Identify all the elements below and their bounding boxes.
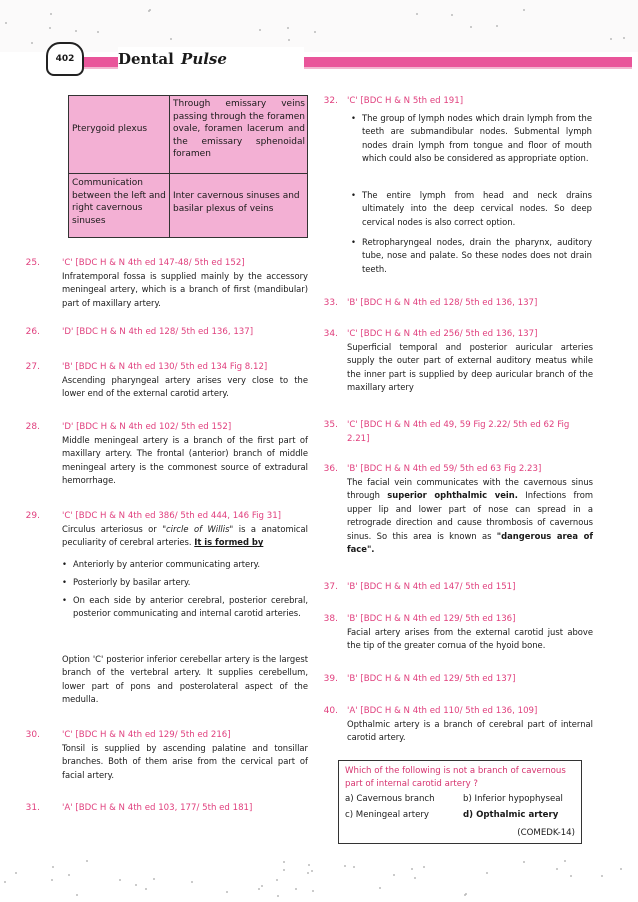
speck xyxy=(423,866,425,868)
speck xyxy=(610,38,612,40)
speck xyxy=(379,887,381,889)
answer-number: 28. xyxy=(25,422,40,432)
answer-number: 31. xyxy=(25,803,40,813)
answer-number: 27. xyxy=(25,362,40,372)
speck xyxy=(119,879,121,881)
speck xyxy=(49,27,51,29)
explanation-text: The facial vein communicates with the cavernous sinus through superior ophthalmic vein. Infections from upper lip and lower part of nose can spread in a retrograde direction and cause thrombosis of cavernous sinus. So this area is known as "dangerous area of face". xyxy=(347,477,593,555)
option-c: c) Meningeal artery xyxy=(345,810,429,820)
speck xyxy=(411,868,413,870)
answer-number: 33. xyxy=(323,298,338,308)
question-box xyxy=(338,760,582,844)
speck xyxy=(295,888,297,890)
answer-number: 29. xyxy=(25,511,40,521)
speck xyxy=(76,894,78,896)
speck xyxy=(416,13,418,15)
page-number: 402 xyxy=(55,54,75,64)
answer-ref: 'B' [BDC H & N 4th ed 128/ 5th ed 136, 137] xyxy=(347,298,538,308)
speck xyxy=(601,875,603,877)
speck xyxy=(314,31,316,33)
brand-italic: Pulse xyxy=(181,50,227,68)
speck xyxy=(191,881,193,883)
speck xyxy=(307,872,309,874)
speck xyxy=(496,25,498,27)
explanation-text: Circulus arteriosus or "circle of Willis" is a anatomical peculiarity of cerebral arteries. It is formed by xyxy=(62,524,308,548)
speck xyxy=(276,879,278,881)
answer-number: 26. xyxy=(25,327,40,337)
speck xyxy=(52,866,54,868)
option-a: a) Cavernous branch xyxy=(345,794,435,804)
answer-ref: 'B' [BDC H & N 4th ed 130/ 5th ed 134 Fig 8.12] xyxy=(62,362,268,372)
speck xyxy=(97,31,99,33)
answer-number: 34. xyxy=(323,329,338,339)
speck xyxy=(465,893,467,895)
speck xyxy=(4,881,6,883)
speck xyxy=(283,869,285,871)
list-item: • The entire lymph from head and neck drains ultimately into the deep cervical nodes. So deep cervical nodes is also correct option. xyxy=(362,189,592,229)
question-source: (COMEDK-14) xyxy=(517,828,575,838)
speck xyxy=(393,874,395,876)
list-item: • Retropharyngeal nodes, drain the pharynx, auditory tube, nose and palate. So these nodes does not drain teeth. xyxy=(362,236,592,276)
speck xyxy=(170,38,172,40)
speck xyxy=(308,864,310,866)
speck xyxy=(149,9,151,11)
tooth-icon xyxy=(46,42,84,76)
answer-ref: 'B' [BDC H & N 4th ed 129/ 5th ed 137] xyxy=(347,674,516,684)
speck xyxy=(288,39,290,41)
venous-connections-table xyxy=(68,95,308,238)
speck xyxy=(153,878,155,880)
table-cell: Communication between the left and right cavernous sinuses xyxy=(72,178,166,226)
speck xyxy=(50,13,52,15)
answer-ref: 'C' [BDC H & N 4th ed 256/ 5th ed 136, 137] xyxy=(347,329,538,339)
speck xyxy=(258,888,260,890)
answer-number: 39. xyxy=(323,674,338,684)
answer-ref: 'C' [BDC H & N 4th ed 49, 59 Fig 2.22/ 5th ed 62 Fig 2.21] xyxy=(347,420,570,444)
page-top-margin xyxy=(0,0,638,52)
list-item: • The group of lymph nodes which drain lymph from the teeth are submandibular nodes. Submental lymph nodes drain lymph from tongue and floor of mouth which could also be considered as appropriate option. xyxy=(362,112,592,166)
answer-number: 25. xyxy=(25,258,40,268)
answer-ref: 'B' [BDC H & N 4th ed 147/ 5th ed 151] xyxy=(347,582,516,592)
answer-number: 37. xyxy=(323,582,338,592)
answer-number: 35. xyxy=(323,420,338,430)
explanation-text: Facial artery arises from the external carotid just above the tip of the greater cornua of the hyoid bone. xyxy=(347,627,593,651)
speck xyxy=(5,22,7,24)
speck xyxy=(226,891,228,893)
speck xyxy=(86,860,88,862)
speck xyxy=(135,884,137,886)
explanation-text: Infratemporal fossa is supplied mainly by the accessory meningeal artery, which is a branch of first (mandibular) part of maxillary artery. xyxy=(62,271,308,308)
speck xyxy=(277,895,279,897)
speck xyxy=(31,42,33,44)
speck xyxy=(311,870,313,872)
brand-title xyxy=(118,47,304,71)
speck xyxy=(523,861,525,863)
answer-ref: 'B' [BDC H & N 4th ed 59/ 5th ed 63 Fig 2.23] xyxy=(347,464,542,474)
brand-main: Dental xyxy=(118,50,174,68)
speck xyxy=(261,885,263,887)
speck xyxy=(353,866,355,868)
speck xyxy=(344,865,346,867)
answer-number: 36. xyxy=(323,464,338,474)
table-cell: Inter cavernous sinuses and basilar plexus of veins xyxy=(173,191,300,214)
answer-number: 32. xyxy=(323,96,338,106)
answer-ref: 'B' [BDC H & N 4th ed 129/ 5th ed 136] xyxy=(347,614,516,624)
speck xyxy=(312,890,314,892)
explanation-text: Tonsil is supplied by ascending palatine and tonsillar branches. Both of them arise from the cervical part of facial artery. xyxy=(62,743,308,780)
speck xyxy=(556,868,558,870)
list-item: • Anteriorly by anterior communicating artery. xyxy=(73,558,308,571)
answer-number: 38. xyxy=(323,614,338,624)
speck xyxy=(68,874,70,876)
option-d: d) Opthalmic artery xyxy=(463,810,559,820)
explanation-text: Option 'C' posterior inferior cerebellar artery is the largest branch of the vertebral artery. It supplies cerebellum, lower part of pons and posterolateral aspect of the medulla. xyxy=(62,654,308,705)
speck xyxy=(564,860,566,862)
list-item: • Posteriorly by basilar artery. xyxy=(73,576,308,589)
table-cell: Through emissary veins passing through the foramen ovale, foramen lacerum and the emissary sphenoidal foramen xyxy=(173,99,305,159)
explanation-text: Middle meningeal artery is a branch of the first part of maxillary artery. The frontal (anterior) branch of middle meningeal artery is the commonest source of extradural hemorrhage. xyxy=(62,435,308,486)
speck xyxy=(570,875,572,877)
answer-number: 40. xyxy=(323,706,338,716)
explanation-text: Opthalmic artery is a branch of cerebral part of internal carotid artery. xyxy=(347,719,593,743)
list-item: • On each side by anterior cerebral, posterior cerebral, posterior communicating and internal carotid arteries. xyxy=(73,594,308,621)
answer-ref: 'C' [BDC H & N 4th ed 129/ 5th ed 216] xyxy=(62,730,231,740)
explanation-text: Superficial temporal and posterior auricular arteries supply the outer part of external auditory meatus while the inner part is supplied by deep auricular branch of the maxillary artery xyxy=(347,342,593,393)
speck xyxy=(287,27,289,29)
speck xyxy=(451,14,453,16)
answer-ref: 'C' [BDC H & N 5th ed 191] xyxy=(347,96,464,106)
answer-ref: 'C' [BDC H & N 4th ed 147-48/ 5th ed 152] xyxy=(62,258,245,268)
speck xyxy=(283,861,285,863)
speck xyxy=(51,879,53,881)
answer-number: 30. xyxy=(25,730,40,740)
table-cell: Pterygoid plexus xyxy=(72,124,148,134)
speck xyxy=(620,868,622,870)
speck xyxy=(75,30,77,32)
speck xyxy=(145,888,147,890)
option-b: b) Inferior hypophyseal xyxy=(463,794,563,804)
speck xyxy=(259,29,261,31)
answer-ref: 'A' [BDC H & N 4th ed 103, 177/ 5th ed 181] xyxy=(62,803,253,813)
speck xyxy=(414,877,416,879)
speck xyxy=(623,37,625,39)
speck xyxy=(15,872,17,874)
answer-ref: 'D' [BDC H & N 4th ed 128/ 5th ed 136, 137] xyxy=(62,327,254,337)
speck xyxy=(523,9,525,11)
question-text: Which of the following is not a branch of cavernous part of internal carotid artery ? xyxy=(345,766,566,789)
speck xyxy=(470,26,472,28)
explanation-text: Ascending pharyngeal artery arises very close to the lower end of the external carotid artery. xyxy=(62,375,308,399)
speck xyxy=(486,872,488,874)
answer-ref: 'A' [BDC H & N 4th ed 110/ 5th ed 136, 109] xyxy=(347,706,538,716)
answer-ref: 'D' [BDC H & N 4th ed 102/ 5th ed 152] xyxy=(62,422,232,432)
answer-ref: 'C' [BDC H & N 4th ed 386/ 5th ed 444, 146 Fig 31] xyxy=(62,511,282,521)
